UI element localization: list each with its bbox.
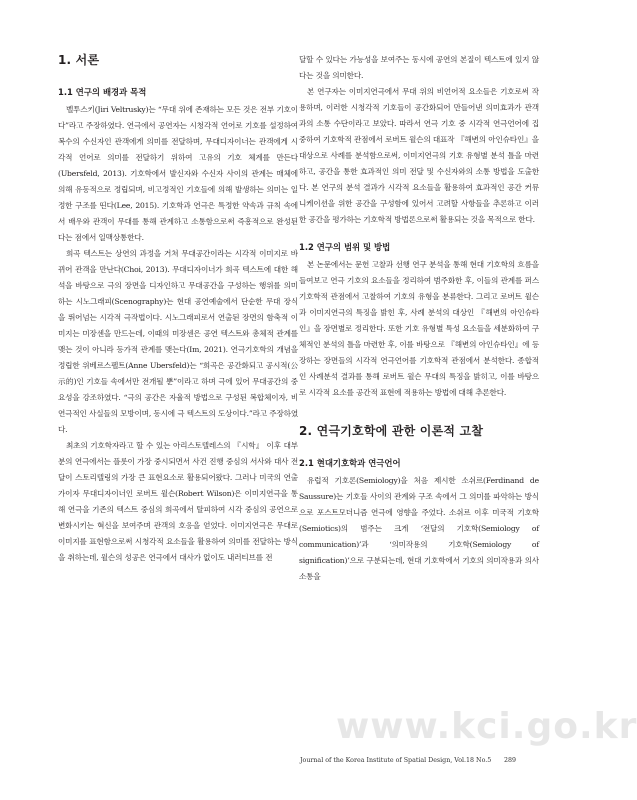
paragraph: 유럽적 기호론(Semiology)을 처음 제시한 소쉬르(Ferdinand de Saussure)는 기호들 사이의 관계와 구조 속에서 그 의미를 파악하는 방식으로 포스트모더니즘 연극에 영향을 주었다. 소쉬르 이후 미국적 기호학(Semiotics)의 범주는 크게 ‘전달의 기호학(Semiology of communication)’과 ‘의미작용의 기호학(Semiology of signification)’으로 구분되는데, 현대 기호학에서 기호의 의미작용과 의사소통을: [299, 476, 539, 581]
subsection-title-scope: 1.2 연구의 범위 및 방법: [299, 242, 391, 252]
section-title-theory: 2. 연극기호학에 관한 이론적 고찰: [299, 424, 484, 438]
left-column: [58, 52, 298, 566]
paragraph: 벨투스키(Jiri Veltrusky)는 “무대 위에 존재하는 모든 것은 전부 기호이다”라고 주장하였다. 연극에서 공연자는 시청각적 언어로 기호를 설정하여 복수의 수신자인 관객에게 의미를 전달하며, 무대디자이너는 관객에게 시각적 언어로 의미를 전달하기 위하여 고유의 기호 체계를 만든다(Ubersfeld, 2013). 기호학에서 발신자와 수신자 사이의 관계는 매체에 의해 유동적으로 정립되며, 비고정적인 기호들에 의해 발생하는 의미는 일정한 구조를 띤다(Lee, 2015). 기호학과 연극은 특정한 약속과 규칙 속에서 배우와 관객이 무대를 통해 관계하고 소통함으로써 즉흥적으로 완성된다는 점에서 일맥상통한다.: [58, 105, 298, 242]
paragraph: 희곡 텍스트는 상연의 과정을 거쳐 무대공간이라는 시각적 이미지로 바뀌어 관객을 만난다(Choi, 2013). 무대디자이너가 희곡 텍스트에 대한 해석을 바탕으로 극의 장면을 디자인하고 무대공간을 구성하는 행위를 의미하는 시노그래피(Scenography)는 현대 공연예술에서 단순한 무대 장식을 뛰어넘는 시각적 극작법이다. 시노그래피로서 연출된 장면의 함축적 이미지는 미장센을 만드는데, 이때의 미장센은 공연 텍스트와 총체적 관계를 맺는 것이 아니라 등가적 관계를 맺는다(Im, 2021). 연극기호학의 개념을 정립한 위베르스펠트(Anne Ubersfeld)는 “희곡은 공간화되고 공시적(公示的)인 기호들 속에서만 전개될 뿐”이라고 하며 극에 있어 무대공간의 중요성을 강조하였다. “극의 공간은 자율적 방법으로 구성된 복합체이자, 비연극적인 사실들의 모방이며, 동시에 극 텍스트의 도상이다.”라고 주장하였다.: [58, 249, 298, 434]
page-footer: [300, 757, 516, 764]
paragraph: 본 논문에서는 문헌 고찰과 선행 연구 분석을 통해 현대 기호학의 흐름을 들여보고 연극 기호의 요소들을 정리하여 범주화한 후, 이들의 관계를 퍼스 기호학적 관점에서 고찰하여 기호의 유형을 분류한다. 그리고 로버트 윌슨과 이미지연극의 특징을 밝힌 후, 사례 분석의 대상인 『해변의 아인슈타인』을 장면별로 정리한다. 또한 기호 유형별 특성 요소들을 세분화하여 구체적인 분석의 틀을 마련한 후, 이를 바탕으로 『해변의 아인슈타인』에 등장하는 장면들의 시각적 연극언어를 기호학적 관점에서 분석한다. 종합적인 사례분석 결과를 통해 로버트 윌슨 무대의 특징을 밝히고, 이를 바탕으로 시각적 요소를 공간적 표현에 적용하는 방법에 대해 추론한다.: [299, 260, 539, 397]
paragraph-continued: 달할 수 있다는 가능성을 보여주는 동시에 공연의 본질이 텍스트에 있지 않다는 것을 의미한다.: [299, 55, 539, 80]
page-number: 289: [503, 757, 516, 764]
watermark-text: www.kci.go.kr: [336, 706, 637, 747]
journal-name: Journal of the Korea Institute of Spatial Design, Vol.18 No.5: [300, 757, 492, 764]
right-column: [299, 52, 539, 585]
paragraph: 최초의 기호학자라고 할 수 있는 아리스토텔레스의 『시학』 이후 대부분의 연극에서는 플롯이 가장 중시되면서 사건 진행 중심의 서사와 대사 전달이 스토리텔링의 가장 큰 표현요소로 활용되어왔다. 그러나 미국의 연출가이자 무대디자이너인 로버트 윌슨(Robert Wilson)은 이미지연극을 통해 연극을 기존의 텍스트 중심의 희곡에서 탈피하여 시각 중심의 공연으로 변화시키는 혁신을 보여주며 관객의 호응을 얻었다. 이미지연극은 무대로 이미지를 표현함으로써 시청각적 요소들을 활용하여 의미를 전달하는 방식을 취하는데, 윌슨의 성공은 연극에서 대사가 없이도 내러티브를 전: [58, 441, 298, 562]
subsection-title-background: 1.1 연구의 배경과 목적: [58, 87, 147, 97]
paragraph: 본 연구자는 이미지연극에서 무대 위의 비언어적 요소들은 기호로써 작용하며, 이러한 시청각적 기호들이 공간화되어 만들어낸 의미효과가 관객과의 소통 수단이라고 보았다. 따라서 연극 기호 중 시각적 연극언어에 집중하여 기호학적 관점에서 로버트 윌슨의 대표작 『해변의 아인슈타인』을 대상으로 사례를 분석함으로써, 이미지연극의 기호 유형별 분석 틀을 마련하고, 공간을 통한 효과적인 의미 전달 및 수신자와의 소통 방법을 도출한다. 본 연구의 분석 결과가 시각적 요소들을 활용하여 효과적인 공간 커뮤니케이션을 위한 공간을 구성함에 있어서 고려할 사항들을 추론하고 이러한 공간을 평가하는 기호학적 방법론으로써 활용되는 것을 목적으로 한다.: [299, 87, 539, 224]
section-title-introduction: 1. 서론: [58, 53, 100, 67]
subsection-title-semiotics: 2.1 현대기호학과 연극언어: [299, 458, 401, 468]
